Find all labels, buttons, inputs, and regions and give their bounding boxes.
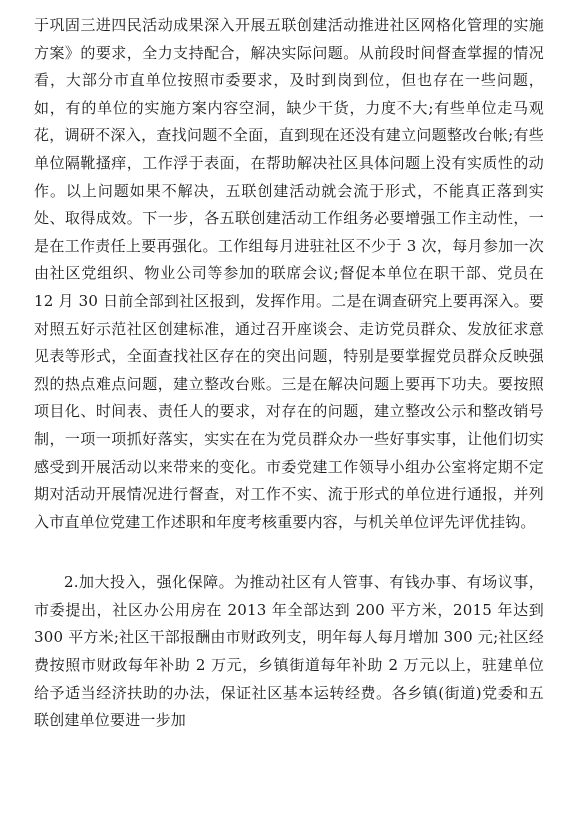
body-paragraph-investment: 2.加大投入，强化保障。为推动社区有人管事、有钱办事、有场议事，市委提出，社区办公用房在 2013 年全部达到 200 平方米，2015 年达到 300 平方米;社区干部报酬由市财政列支，明年每人每月增加 300 元;社区经费按照市财政每年补助 2 万元，乡镇街道每年补助 2 万元以上，驻建单位给予适当经济扶助的办法，保证社区基本运转经费。各乡镇(街道)党委和五联创建单位要进一步加: [34, 573, 544, 730]
body-paragraph-continuation: 于巩固三进四民活动成果深入开展五联创建活动推进社区网格化管理的实施方案》的要求，全力支持配合，解决实际问题。从前段时间督查掌握的情况看，大部分市直单位按照市委要求，及时到岗到位，但也存在一些问题，如，有的单位的实施方案内容空洞，缺少干货，力度不大;有些单位走马观花，调研不深入，查找问题不全面，直到现在还没有建立问题整改台帐;有些单位隔靴搔痒，工作浮于表面，在帮助解决社区具体问题上没有实质性的动作。以上问题如果不解决，五联创建活动就会流于形式，不能真正落到实处、取得成效。下一步，各五联创建活动工作组务必要增强工作主动性，一是在工作责任上要再强化。工作组每月进驻社区不少于 3 次，每月参加一次由社区党组织、物业公司等参加的联席会议;督促本单位在职干部、党员在 12 月 30 日前全部到社区报到，发挥作用。二是在调查研究上要再深入。要对照五好示范社区创建标准，通过召开座谈会、走访党员群众、发放征求意见表等形式，全面查找社区存在的突出问题，特别是要掌握党员群众反映强烈的热点难点问题，建立整改台账。三是在解决问题上要再下功夫。要按照项目化、时间表、责任人的要求，对存在的问题，建立整改公示和整改销号制，一项一项抓好落实，实实在在为党员群众办一些好事实事，让他们切实感受到开展活动以来带来的变化。市委党建工作领导小组办公室将定期不定期对活动开展情况进行督查，对工作不实、流于形式的单位进行通报，并列入市直单位党建工作述职和年度考核重要内容，与机关单位评先评优挂钩。: [34, 16, 544, 531]
